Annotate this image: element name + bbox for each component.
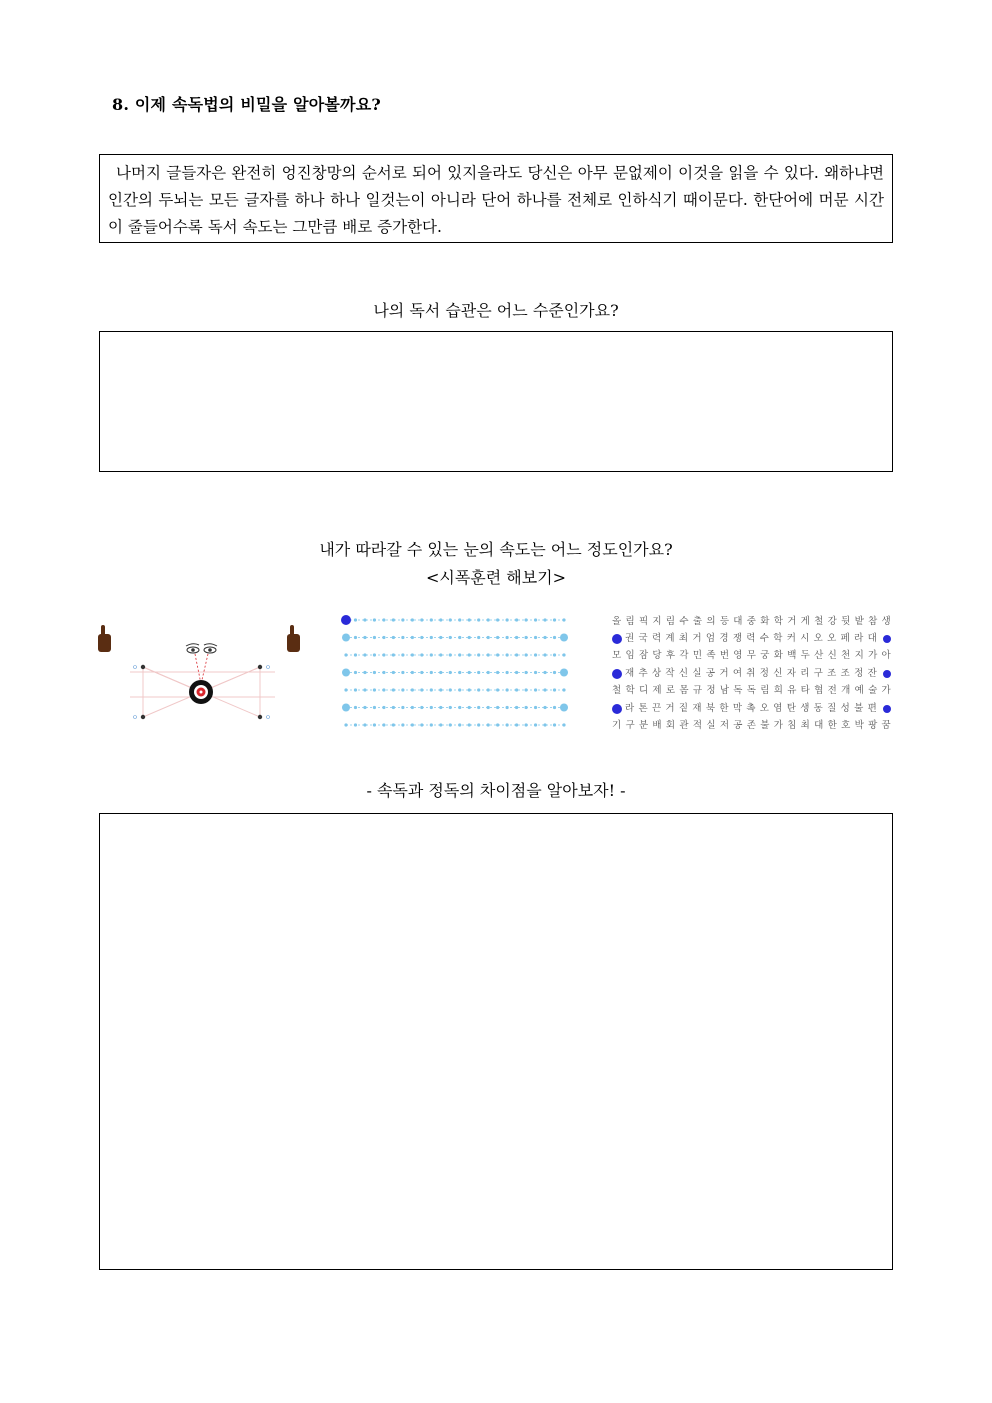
path-dot [382, 688, 385, 691]
grid-row [612, 647, 896, 664]
path-dot [477, 653, 480, 656]
path-dot [534, 636, 537, 639]
path-dot [506, 618, 509, 621]
path-dot [439, 618, 442, 621]
path-dot [420, 688, 423, 691]
path-dot [524, 723, 527, 726]
path-dot [506, 636, 509, 639]
path-dot [477, 706, 480, 709]
path-dot [553, 706, 556, 709]
path-dot [392, 618, 395, 621]
path-dot [553, 671, 556, 674]
path-dot [439, 688, 442, 691]
path-dot [401, 723, 404, 726]
path-dot [354, 671, 357, 674]
path-dot [534, 618, 537, 621]
path-dot [373, 671, 376, 674]
row-marker-icon [612, 634, 622, 644]
path-dot [382, 618, 385, 621]
grid-row-text: 기구분배회관적실저공존불가침최대한호박팡꿈 [612, 720, 896, 731]
path-dot [382, 653, 385, 656]
path-dot [458, 723, 461, 726]
grid-row [612, 613, 896, 630]
path-dot [468, 636, 471, 639]
path-dot [515, 688, 518, 691]
path-dot [420, 671, 423, 674]
path-dot [515, 706, 518, 709]
path-dot [420, 653, 423, 656]
grid-row [612, 630, 882, 647]
path-dot [373, 688, 376, 691]
path-dot [449, 706, 452, 709]
start-marker [341, 615, 351, 625]
path-dot [487, 723, 490, 726]
path-dot [373, 618, 376, 621]
path-dot [430, 706, 433, 709]
row-marker-icon [883, 705, 891, 713]
turn-marker [342, 669, 350, 677]
path-dot [534, 671, 537, 674]
path-dot [392, 688, 395, 691]
path-dot [411, 671, 414, 674]
path-dot [411, 688, 414, 691]
path-dot [468, 671, 471, 674]
path-dot [382, 671, 385, 674]
path-dot [468, 653, 471, 656]
turn-marker [342, 634, 350, 642]
path-dot [487, 618, 490, 621]
path-dot [524, 671, 527, 674]
path-dot [496, 688, 499, 691]
path-dot [392, 636, 395, 639]
path-dot [543, 636, 546, 639]
answer-box-reading-difference[interactable] [99, 813, 893, 1270]
path-dot [363, 618, 366, 621]
path-dot [373, 706, 376, 709]
path-dot [401, 688, 404, 691]
target-icon [189, 680, 213, 704]
path-dot [496, 706, 499, 709]
path-dot [411, 618, 414, 621]
path-dot [458, 688, 461, 691]
question-speed-vs-careful-reading: - 속독과 정독의 차이점을 알아보자! - [366, 781, 626, 800]
path-dot [458, 618, 461, 621]
path-dot [439, 636, 442, 639]
path-dot [373, 636, 376, 639]
path-dot [543, 618, 546, 621]
path-dot [524, 653, 527, 656]
path-dot [363, 636, 366, 639]
path-dot [562, 723, 565, 726]
path-dot [354, 688, 357, 691]
path-dot [363, 671, 366, 674]
row-marker-icon [612, 669, 622, 679]
path-dot [344, 688, 347, 691]
path-dot [468, 688, 471, 691]
path-dot [534, 653, 537, 656]
path-dot [401, 706, 404, 709]
path-dot [543, 723, 546, 726]
question-reading-habit: 나의 독서 습관은 어느 수준인가요? [373, 301, 619, 320]
path-dot [430, 636, 433, 639]
path-dot [506, 653, 509, 656]
path-dot [468, 618, 471, 621]
path-dot [401, 671, 404, 674]
grid-row-text: 권국력계최거엄경쟁력수학커시오오페라대 [625, 633, 882, 644]
path-dot [468, 723, 471, 726]
path-dot [401, 653, 404, 656]
question-eye-speed: 내가 따라갈 수 있는 눈의 속도는 어느 정도인가요? [319, 540, 673, 559]
path-dot [543, 706, 546, 709]
path-dot [411, 653, 414, 656]
path-dot [411, 723, 414, 726]
path-dot [344, 723, 347, 726]
path-dot [477, 723, 480, 726]
turn-marker [560, 669, 568, 677]
path-dot [515, 671, 518, 674]
path-dot [439, 723, 442, 726]
path-dot [458, 706, 461, 709]
path-dot [382, 723, 385, 726]
grid-row [612, 682, 896, 699]
path-dot [363, 653, 366, 656]
path-dot [363, 723, 366, 726]
turn-marker [560, 634, 568, 642]
path-dot [496, 618, 499, 621]
path-dot [496, 653, 499, 656]
path-dot [449, 618, 452, 621]
path-dot [382, 636, 385, 639]
path-dot [373, 653, 376, 656]
grid-row-text: 철학디제로몸규정남독독림희유타협전개예술가 [612, 685, 896, 696]
row-marker-icon [883, 670, 891, 678]
path-dot [524, 636, 527, 639]
eye-tracking-dot-path [336, 612, 576, 734]
path-dot [496, 636, 499, 639]
section-heading: 8. 이제 속독법의 비밀을 알아볼까요? [112, 95, 381, 114]
path-dot [515, 653, 518, 656]
path-dot [553, 723, 556, 726]
path-dot [487, 688, 490, 691]
path-dot [430, 723, 433, 726]
path-dot [439, 653, 442, 656]
path-dot [382, 706, 385, 709]
path-dot [562, 618, 565, 621]
path-dot [562, 688, 565, 691]
grid-row-text: 올림픽지림수출의등대중화학거게철강뒷밭참생 [612, 616, 896, 627]
path-dot [515, 618, 518, 621]
path-dot [392, 706, 395, 709]
grid-row [612, 665, 882, 682]
path-dot [449, 688, 452, 691]
path-dot [553, 688, 556, 691]
path-dot [506, 671, 509, 674]
path-dot [543, 671, 546, 674]
path-dot [543, 688, 546, 691]
path-dot [506, 706, 509, 709]
path-dot [430, 671, 433, 674]
path-dot [534, 723, 537, 726]
path-dot [487, 636, 490, 639]
path-dot [449, 653, 452, 656]
path-dot [524, 706, 527, 709]
path-dot [354, 618, 357, 621]
path-dot [420, 636, 423, 639]
path-dot [430, 688, 433, 691]
path-dot [363, 706, 366, 709]
turn-marker [342, 704, 350, 712]
path-dot [468, 706, 471, 709]
grid-row-text: 모임잠당후각민족번영무궁화백두산신천지가아 [612, 650, 896, 661]
path-dot [487, 653, 490, 656]
grid-row-text: 라톤끈거짙재북한막촉오염탄생동질성불편 [625, 703, 882, 714]
path-dot [524, 688, 527, 691]
path-dot [363, 688, 366, 691]
path-dot [354, 636, 357, 639]
hand-left-icon [98, 625, 111, 652]
path-dot [439, 706, 442, 709]
path-dot [449, 636, 452, 639]
turn-marker [560, 704, 568, 712]
path-dot [477, 671, 480, 674]
grid-row-text: 재추상작신실공거여취정신자리구조조정잔 [625, 668, 882, 679]
path-dot [439, 671, 442, 674]
path-dot [458, 671, 461, 674]
path-dot [477, 688, 480, 691]
question-eye-speed-subtitle: <시폭훈련 해보기> [425, 568, 567, 587]
path-dot [401, 618, 404, 621]
row-marker-icon [612, 704, 622, 714]
row-marker-icon [883, 635, 891, 643]
path-dot [373, 723, 376, 726]
path-dot [477, 636, 480, 639]
path-dot [344, 653, 347, 656]
hand-right-icon [287, 625, 300, 652]
path-dot [449, 723, 452, 726]
path-dot [496, 671, 499, 674]
answer-box-reading-habit[interactable] [99, 331, 893, 472]
path-dot [515, 636, 518, 639]
path-dot [430, 653, 433, 656]
eyes-icon [186, 644, 217, 653]
path-dot [506, 723, 509, 726]
path-dot [515, 723, 518, 726]
path-dot [534, 688, 537, 691]
path-dot [411, 636, 414, 639]
path-dot [477, 618, 480, 621]
path-dot [553, 636, 556, 639]
path-dot [420, 723, 423, 726]
path-dot [401, 636, 404, 639]
quote-text: 나머지 글들자은 완전히 엉진창망의 순서로 되어 있지을라도 당신은 아무 문없제이 이것을 읽을 수 있다. 왜하냐면 인간의 두뇌는 모든 글자를 하나 하나 일것는이 아니라 단어 하나를 전체로 인하식기 때이문다. 한단어에 머문 시간이 줄들어수록 독서 속도는 그만큼 배로 증가한다. [108, 164, 884, 236]
path-dot [487, 706, 490, 709]
path-dot [487, 671, 490, 674]
path-dot [354, 723, 357, 726]
path-dot [506, 688, 509, 691]
path-dot [496, 723, 499, 726]
path-dot [392, 723, 395, 726]
path-dot [430, 618, 433, 621]
path-dot [449, 671, 452, 674]
path-dot [458, 636, 461, 639]
path-dot [354, 706, 357, 709]
path-dot [534, 706, 537, 709]
path-dot [553, 618, 556, 621]
path-dot [562, 653, 565, 656]
path-dot [553, 653, 556, 656]
path-dot [420, 706, 423, 709]
path-dot [354, 653, 357, 656]
path-dot [524, 618, 527, 621]
quote-box [99, 154, 893, 243]
path-dot [420, 618, 423, 621]
path-dot [392, 653, 395, 656]
grid-row [612, 717, 896, 734]
path-dot [392, 671, 395, 674]
grid-row [612, 700, 882, 717]
eye-focus-diagram [95, 622, 310, 727]
path-dot [543, 653, 546, 656]
path-dot [411, 706, 414, 709]
path-dot [458, 653, 461, 656]
